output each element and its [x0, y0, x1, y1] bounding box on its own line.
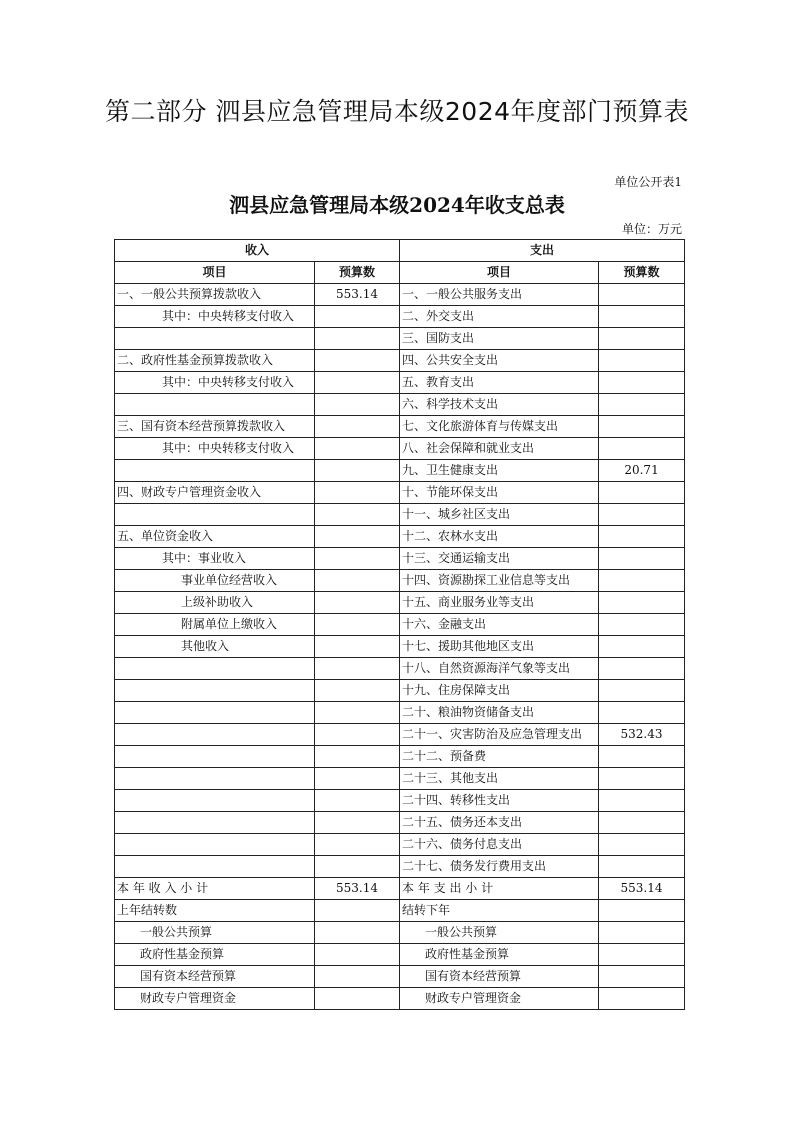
table-row	[115, 306, 685, 328]
table-row	[115, 548, 685, 570]
expense-budget-cell: 20.71	[599, 460, 685, 482]
income-item-cell: 本 年 收 入 小 计	[115, 878, 315, 900]
expense-budget-cell	[599, 790, 685, 812]
expense-budget-cell	[599, 900, 685, 922]
expense-item-cell: 十四、资源勘探工业信息等支出	[400, 570, 599, 592]
income-budget-cell	[315, 592, 400, 614]
income-item-cell	[115, 702, 315, 724]
income-budget-cell: 553.14	[315, 878, 400, 900]
expense-budget-cell	[599, 768, 685, 790]
income-item-cell: 事业单位经营收入	[115, 570, 315, 592]
table-row	[115, 526, 685, 548]
income-budget-cell	[315, 614, 400, 636]
expense-budget-cell	[599, 680, 685, 702]
expense-item-cell: 二十、粮油物资储备支出	[400, 702, 599, 724]
table-row	[115, 724, 685, 746]
expense-item-cell: 五、教育支出	[400, 372, 599, 394]
expense-item-cell: 九、卫生健康支出	[400, 460, 599, 482]
expense-item-cell: 二十二、预备费	[400, 746, 599, 768]
income-budget-cell	[315, 416, 400, 438]
income-budget-cell	[315, 350, 400, 372]
income-item-cell: 其中：事业收入	[115, 548, 315, 570]
table-row	[115, 702, 685, 724]
income-budget-cell	[315, 680, 400, 702]
income-item-cell	[115, 504, 315, 526]
income-budget-cell	[315, 834, 400, 856]
table-row	[115, 812, 685, 834]
income-item-cell	[115, 328, 315, 350]
expense-item-cell: 一般公共预算	[400, 922, 599, 944]
expense-budget-cell	[599, 856, 685, 878]
income-budget-header: 预算数	[315, 262, 400, 284]
table-row	[115, 570, 685, 592]
income-item-cell	[115, 680, 315, 702]
income-item-cell	[115, 460, 315, 482]
income-item-cell: 国有资本经营预算	[115, 966, 315, 988]
income-budget-cell	[315, 548, 400, 570]
income-item-cell: 三、国有资本经营预算拨款收入	[115, 416, 315, 438]
expense-budget-cell	[599, 526, 685, 548]
part-title: 第二部分 泗县应急管理局本级2024年度部门预算表	[104, 97, 690, 126]
income-budget-cell	[315, 856, 400, 878]
expense-budget-cell	[599, 504, 685, 526]
income-item-cell	[115, 856, 315, 878]
expense-budget-cell	[599, 636, 685, 658]
expense-item-cell: 二十四、转移性支出	[400, 790, 599, 812]
income-budget-cell	[315, 394, 400, 416]
income-budget-cell	[315, 438, 400, 460]
table-row	[115, 372, 685, 394]
table-body	[115, 284, 685, 1010]
income-item-cell: 五、单位资金收入	[115, 526, 315, 548]
table-row	[115, 944, 685, 966]
income-item-cell: 政府性基金预算	[115, 944, 315, 966]
table-row	[115, 416, 685, 438]
expense-item-cell: 国有资本经营预算	[400, 966, 599, 988]
expense-item-cell: 二、外交支出	[400, 306, 599, 328]
expense-item-cell: 六、科学技术支出	[400, 394, 599, 416]
table-row	[115, 856, 685, 878]
income-budget-cell	[315, 526, 400, 548]
income-budget-cell	[315, 702, 400, 724]
table-row	[115, 658, 685, 680]
expense-item-cell: 本 年 支 出 小 计	[400, 878, 599, 900]
expense-item-cell: 十八、自然资源海洋气象等支出	[400, 658, 599, 680]
expense-budget-cell	[599, 350, 685, 372]
expense-item-cell: 七、文化旅游体育与传媒支出	[400, 416, 599, 438]
expense-item-cell: 十九、住房保障支出	[400, 680, 599, 702]
expense-item-cell: 结转下年	[400, 900, 599, 922]
income-item-cell: 其中：中央转移支付收入	[115, 372, 315, 394]
income-budget-cell	[315, 768, 400, 790]
expense-budget-cell	[599, 944, 685, 966]
expense-item-header: 项目	[400, 262, 599, 284]
expense-budget-cell: 553.14	[599, 878, 685, 900]
expense-item-cell: 十六、金融支出	[400, 614, 599, 636]
unit-label: 单位：万元	[621, 222, 682, 236]
table-row	[115, 768, 685, 790]
income-budget-cell	[315, 966, 400, 988]
expense-item-cell: 十三、交通运输支出	[400, 548, 599, 570]
table-row	[115, 746, 685, 768]
header-row-group	[115, 240, 685, 262]
income-budget-cell	[315, 724, 400, 746]
table-row	[115, 834, 685, 856]
income-item-cell: 上年结转数	[115, 900, 315, 922]
expense-budget-cell	[599, 746, 685, 768]
expense-item-cell: 二十七、债务发行费用支出	[400, 856, 599, 878]
income-budget-cell	[315, 988, 400, 1010]
table-row	[115, 636, 685, 658]
table-row	[115, 680, 685, 702]
expense-budget-cell	[599, 306, 685, 328]
income-budget-cell	[315, 790, 400, 812]
income-header: 收入	[115, 240, 400, 262]
table-row	[115, 900, 685, 922]
expense-budget-cell	[599, 328, 685, 350]
header-row-columns	[115, 262, 685, 284]
expense-budget-cell	[599, 834, 685, 856]
expense-budget-cell	[599, 988, 685, 1010]
expense-budget-cell	[599, 922, 685, 944]
income-item-cell	[115, 658, 315, 680]
income-budget-cell	[315, 372, 400, 394]
expense-budget-cell	[599, 548, 685, 570]
income-item-cell	[115, 768, 315, 790]
income-item-cell: 其他收入	[115, 636, 315, 658]
expense-item-cell: 财政专户管理资金	[400, 988, 599, 1010]
expense-item-cell: 一、一般公共服务支出	[400, 284, 599, 306]
expense-item-cell: 十七、援助其他地区支出	[400, 636, 599, 658]
expense-budget-cell	[599, 966, 685, 988]
expense-budget-cell	[599, 570, 685, 592]
income-item-cell: 一般公共预算	[115, 922, 315, 944]
expense-header: 支出	[400, 240, 685, 262]
table-row	[115, 394, 685, 416]
table-title: 泗县应急管理局本级2024年收支总表	[229, 193, 565, 217]
income-budget-cell	[315, 900, 400, 922]
income-budget-cell	[315, 636, 400, 658]
income-item-cell: 二、政府性基金预算拨款收入	[115, 350, 315, 372]
table-row	[115, 922, 685, 944]
income-item-header: 项目	[115, 262, 315, 284]
expense-budget-header: 预算数	[599, 262, 685, 284]
income-budget-cell	[315, 306, 400, 328]
income-budget-cell	[315, 658, 400, 680]
table-number: 单位公开表1	[614, 175, 682, 189]
expense-item-cell: 十、节能环保支出	[400, 482, 599, 504]
expense-budget-cell	[599, 482, 685, 504]
expense-item-cell: 二十五、债务还本支出	[400, 812, 599, 834]
income-budget-cell	[315, 460, 400, 482]
expense-budget-cell	[599, 284, 685, 306]
expense-budget-cell	[599, 416, 685, 438]
income-budget-cell	[315, 482, 400, 504]
expense-item-cell: 二十六、债务付息支出	[400, 834, 599, 856]
expense-budget-cell	[599, 592, 685, 614]
expense-item-cell: 二十一、灾害防治及应急管理支出	[400, 724, 599, 746]
table-row	[115, 988, 685, 1010]
income-item-cell: 其中：中央转移支付收入	[115, 306, 315, 328]
income-budget-cell: 553.14	[315, 284, 400, 306]
income-item-cell	[115, 746, 315, 768]
expense-budget-cell	[599, 812, 685, 834]
income-item-cell	[115, 812, 315, 834]
table-row	[115, 790, 685, 812]
table-row	[115, 438, 685, 460]
income-item-cell: 四、财政专户管理资金收入	[115, 482, 315, 504]
expense-budget-cell: 532.43	[599, 724, 685, 746]
income-budget-cell	[315, 812, 400, 834]
table-row	[115, 614, 685, 636]
expense-item-cell: 十一、城乡社区支出	[400, 504, 599, 526]
table-row	[115, 482, 685, 504]
budget-summary-table	[114, 239, 685, 1010]
table-row	[115, 284, 685, 306]
income-item-cell: 其中：中央转移支付收入	[115, 438, 315, 460]
expense-budget-cell	[599, 438, 685, 460]
expense-item-cell: 三、国防支出	[400, 328, 599, 350]
income-item-cell	[115, 394, 315, 416]
expense-item-cell: 政府性基金预算	[400, 944, 599, 966]
expense-item-cell: 十二、农林水支出	[400, 526, 599, 548]
income-item-cell: 财政专户管理资金	[115, 988, 315, 1010]
income-item-cell	[115, 724, 315, 746]
income-budget-cell	[315, 922, 400, 944]
table-row	[115, 592, 685, 614]
table-row	[115, 504, 685, 526]
income-item-cell: 上级补助收入	[115, 592, 315, 614]
income-budget-cell	[315, 570, 400, 592]
expense-item-cell: 二十三、其他支出	[400, 768, 599, 790]
expense-item-cell: 八、社会保障和就业支出	[400, 438, 599, 460]
expense-budget-cell	[599, 614, 685, 636]
expense-budget-cell	[599, 394, 685, 416]
income-budget-cell	[315, 746, 400, 768]
expense-item-cell: 四、公共安全支出	[400, 350, 599, 372]
income-item-cell: 一、一般公共预算拨款收入	[115, 284, 315, 306]
table-row	[115, 350, 685, 372]
income-budget-cell	[315, 504, 400, 526]
expense-budget-cell	[599, 702, 685, 724]
income-item-cell: 附属单位上缴收入	[115, 614, 315, 636]
expense-item-cell: 十五、商业服务业等支出	[400, 592, 599, 614]
table-row	[115, 966, 685, 988]
table-row	[115, 878, 685, 900]
expense-budget-cell	[599, 658, 685, 680]
income-budget-cell	[315, 944, 400, 966]
expense-budget-cell	[599, 372, 685, 394]
income-budget-cell	[315, 328, 400, 350]
table-row	[115, 328, 685, 350]
income-item-cell	[115, 834, 315, 856]
income-item-cell	[115, 790, 315, 812]
table-row	[115, 460, 685, 482]
